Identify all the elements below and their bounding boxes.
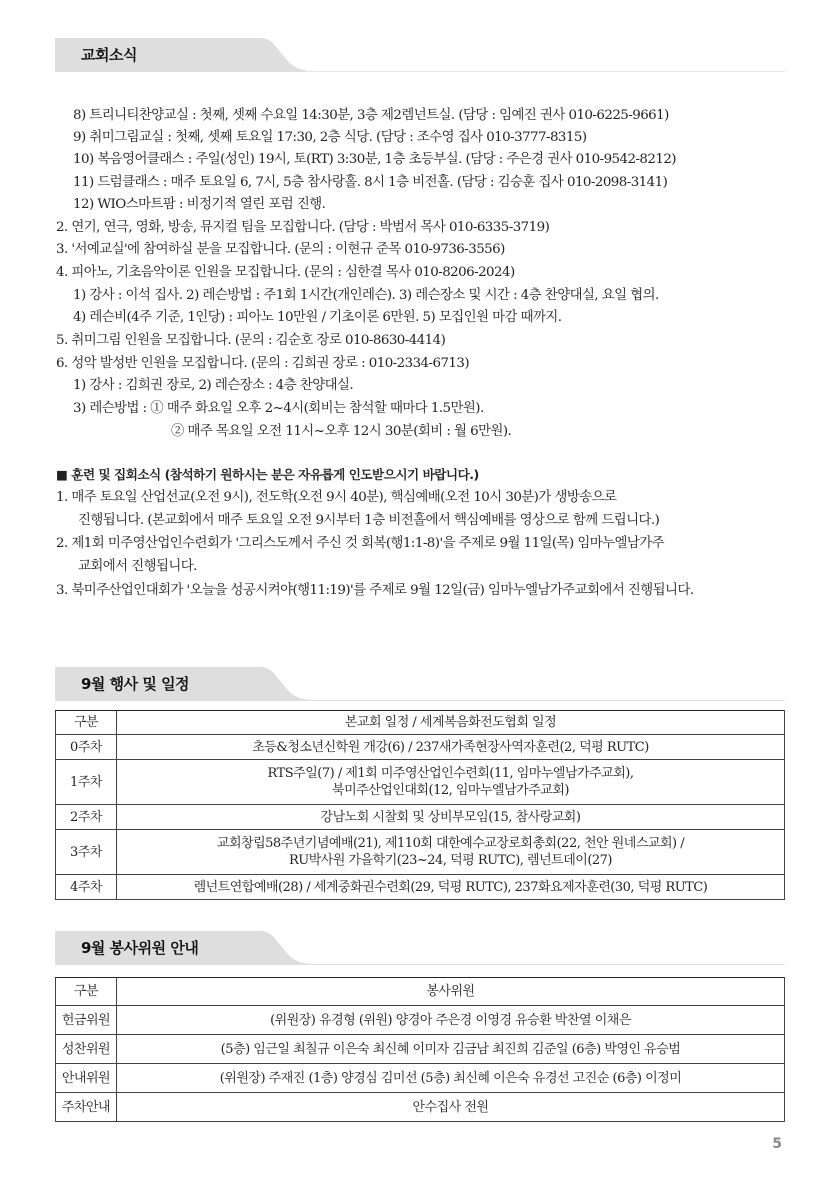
news-line: 1) 강사 : 김희권 장로, 2) 레슨장소 : 4층 찬양대실. (73, 378, 354, 393)
section-title: 9월 봉사위원 안내 (81, 939, 199, 957)
table-row (56, 1064, 785, 1093)
event-line: 교회창립58주년기념예배(21), 제110회 대한예수교장로회총회(22, 천안 원네스교회) / (216, 836, 685, 851)
event-cell (117, 760, 785, 805)
week-cell: 2주차 (56, 805, 117, 830)
event-cell: 강남노회 시찰회 및 상비부모임(15, 참사랑교회) (117, 805, 785, 830)
news-line: 4) 레슨비(4주 기준, 1인당) : 피아노 10만원 / 기초이론 6만원. 5) 모집인원 마감 때까지. (73, 310, 562, 325)
header-cell: 구분 (56, 978, 117, 1006)
role-cell: 헌금위원 (56, 1006, 117, 1035)
volunteer-table (55, 977, 785, 1122)
role-cell: 주차안내 (56, 1093, 117, 1122)
members-cell: (위원장) 유경형 (위원) 양경아 주은경 이영경 유승환 박찬열 이채은 (117, 1006, 785, 1035)
role-cell: 성찬위원 (56, 1035, 117, 1064)
news-line: 4. 피아노, 기초음악이론 인원을 모집합니다. (문의 : 심한결 목사 010-8206-2024) (56, 265, 515, 280)
training-line: 교회에서 진행됩니다. (78, 559, 197, 574)
news-line: 8) 트리니티찬양교실 : 첫째, 셋째 수요일 14:30분, 3층 제2렘넌트실. (담당 : 임예진 권사 010-6225-9661) (73, 108, 669, 123)
news-line: 11) 드럼클래스 : 매주 토요일 6, 7시, 5층 참사랑홀. 8시 1층 비전홀. (담당 : 김승훈 집사 010-2098-3141) (73, 175, 668, 190)
news-line: 12) WIO스마트팜 : 비정기적 열린 포럼 진행. (73, 197, 326, 212)
members-cell: (5층) 임근일 최칠규 이은숙 최신혜 이미자 김금남 최진희 김준일 (6층) 박영인 유승범 (117, 1035, 785, 1064)
header-cell: 구분 (56, 711, 117, 735)
page-number: 5 (772, 1136, 782, 1152)
week-cell: 3주차 (56, 830, 117, 875)
tab-shape (55, 38, 785, 72)
news-line: ② 매주 목요일 오전 11시~오후 12시 30분(회비 : 월 6만원). (171, 424, 512, 439)
training-line: 진행됩니다. (본교회에서 매주 토요일 오전 9시부터 1층 비전홀에서 핵심예배를 영상으로 함께 드립니다.) (78, 513, 660, 528)
news-line: 10) 복음영어클래스 : 주일(성인) 19시, 토(RT) 3:30분, 1층 초등부실. (담당 : 주은경 권사 010-9542-8212) (73, 152, 676, 167)
training-line: 2. 제1회 미주영산업인수련회가 '그리스도께서 주신 것 회복(행1:1-8)'을 주제로 9월 11일(목) 임마누엘남가주 (56, 536, 665, 551)
week-cell: 0주차 (56, 735, 117, 760)
header-cell: 본교회 일정 / 세계복음화전도협회 일정 (117, 711, 785, 735)
section-title: 9월 행사 및 일정 (81, 675, 190, 693)
news-line: 6. 성악 발성반 인원을 모집합니다. (문의 : 김희권 장로 : 010-2334-6713) (56, 356, 470, 371)
members-cell: (위원장) 주재진 (1층) 양경심 김미선 (5층) 최신혜 이은숙 유경선 고진순 (6층) 이정미 (117, 1064, 785, 1093)
training-line: 1. 매주 토요일 산업선교(오전 9시), 전도학(오전 9시 40분), 핵심예배(오전 10시 30분)가 생방송으로 (56, 490, 617, 505)
table-row (56, 1006, 785, 1035)
news-line: 3) 레슨방법 : ① 매주 화요일 오후 2~4시(회비는 참석할 때마다 1.5만원). (73, 401, 484, 416)
section-tab-volunteers (55, 931, 785, 965)
week-cell: 4주차 (56, 875, 117, 900)
table-row (56, 875, 785, 900)
table-row (56, 805, 785, 830)
table-row (56, 1093, 785, 1122)
news-line: 9) 취미그림교실 : 첫째, 셋째 토요일 17:30, 2층 식당. (담당 : 조수영 집사 010-3777-8315) (73, 130, 587, 145)
table-header-row (56, 978, 785, 1006)
section-tab-events (55, 667, 785, 701)
news-line: 5. 취미그림 인원을 모집합니다. (문의 : 김순호 장로 010-8630-4414) (56, 333, 446, 348)
news-line: 2. 연기, 연극, 영화, 방송, 뮤지컬 팀을 모집합니다. (담당 : 박범서 목사 010-6335-3719) (56, 220, 550, 235)
table-header-row (56, 711, 785, 735)
table-row (56, 735, 785, 760)
news-line: 1) 강사 : 이석 집사. 2) 레슨방법 : 주1회 1시간(개인레슨). 3) 레슨장소 및 시간 : 4층 찬양대실, 요일 협의. (73, 288, 659, 303)
week-cell: 1주차 (56, 760, 117, 805)
training-heading: ■ 훈련 및 집회소식 (참석하기 원하시는 분은 자유롭게 인도받으시기 바랍니다.) (56, 467, 479, 482)
section-title: 교회소식 (81, 46, 137, 64)
section-tab-church-news (55, 38, 785, 72)
event-line: RU박사원 가을학기(23~24, 덕평 RUTC), 렘넌트데이(27) (288, 853, 613, 868)
news-line: 3. '서예교실'에 참여하실 분을 모집합니다. (문의 : 이현규 준목 010-9736-3556) (56, 242, 505, 257)
table-row (56, 1035, 785, 1064)
members-cell: 안수집사 전원 (117, 1093, 785, 1122)
table-row (56, 760, 785, 805)
training-line: 3. 북미주산업인대회가 '오늘을 성공시켜야(행11:19)'를 주제로 9월 12일(금) 임마누엘남가주교회에서 진행됩니다. (56, 583, 694, 598)
header-cell: 봉사위원 (117, 978, 785, 1006)
event-line: 북미주산업인대회(12, 임마누엘남가주교회) (332, 783, 569, 798)
event-line: RTS주일(7) / 제1회 미주영산업인수련회(11, 임마누엘남가주교회), (267, 766, 634, 781)
table-row (56, 830, 785, 875)
event-cell: 렘넌트연합예배(28) / 세계중화권수련회(29, 덕평 RUTC), 237화요제자훈련(30, 덕평 RUTC) (117, 875, 785, 900)
events-table (55, 710, 785, 900)
event-cell (117, 830, 785, 875)
role-cell: 안내위원 (56, 1064, 117, 1093)
event-cell: 초등&청소년신학원 개강(6) / 237새가족현장사역자훈련(2, 덕평 RUTC) (117, 735, 785, 760)
